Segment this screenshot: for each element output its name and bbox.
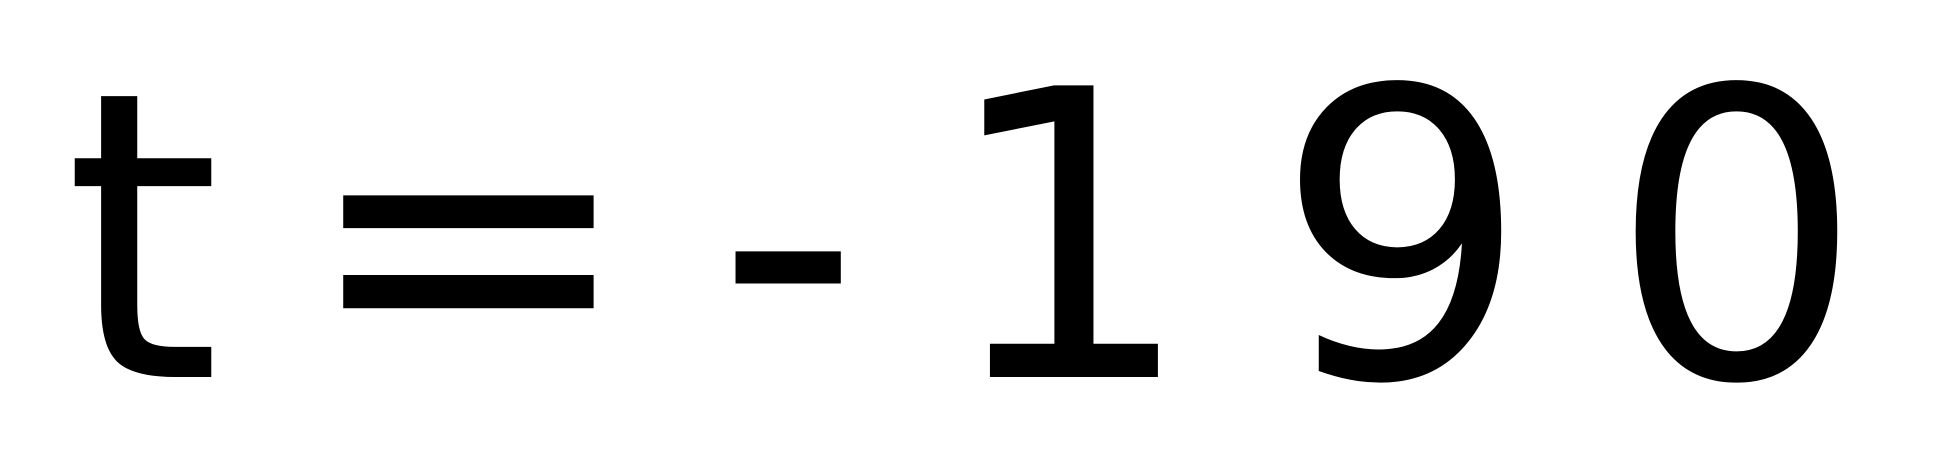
time-label: t=-190 xyxy=(64,7,1944,472)
